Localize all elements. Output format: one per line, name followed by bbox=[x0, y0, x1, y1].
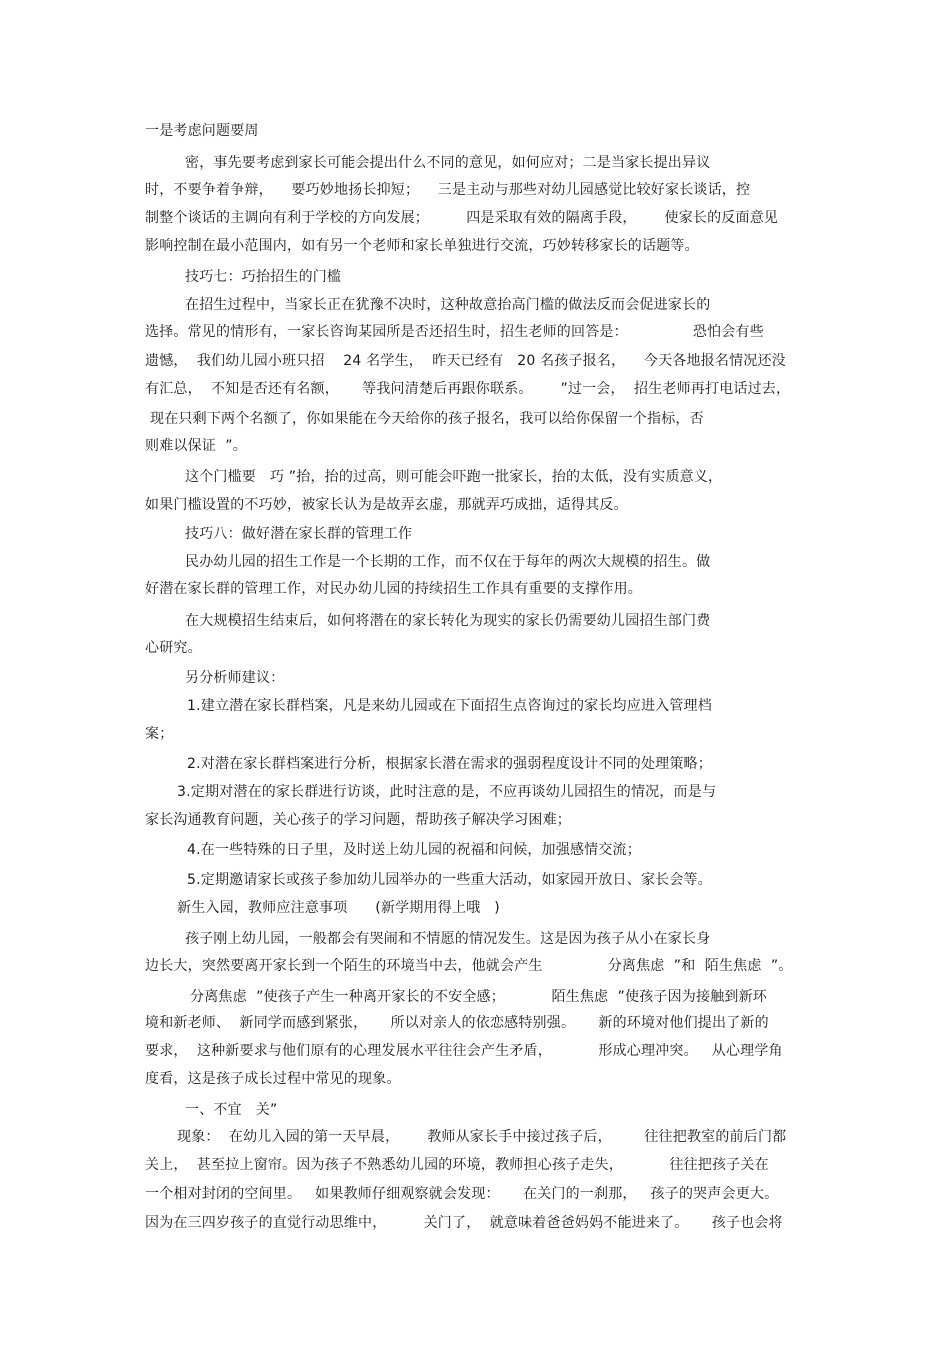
text-line: 孩子刚上幼儿园，一般都会有哭闹和不情愿的情况发生。这是因为孩子从小在家长身 bbox=[185, 931, 711, 947]
text-line: 制整个谈话的主调向有利于学校的方向发展； 四是采取有效的隔离手段， 使家长的反面意见 bbox=[145, 210, 779, 226]
text-line: 密，事先要考虑到家长可能会提出什么不同的意见，如何应对；二是当家长提出异议 bbox=[185, 155, 711, 171]
text-line: 这个门槛要 巧 ”抬，抬的过高，则可能会吓跑一批家长，抬的太低，没有实质意义， bbox=[185, 469, 723, 485]
section-heading: 技巧八：做好潜在家长群的管理工作 bbox=[185, 526, 413, 542]
text-line: 案； bbox=[145, 726, 174, 742]
section-heading: 新生入园，教师应注意事项 (新学期用得上哦 ) bbox=[177, 900, 500, 916]
text-line: 选择。常见的情形有，一家长咨询某园所是否还招生时，招生老师的回答是： 恐怕会有些 bbox=[145, 324, 764, 340]
text-line: 要求， 这种新要求与他们原有的心理发展水平往往会产生矛盾， 形成心理冲突。 从心理学角 bbox=[145, 1043, 783, 1059]
text-line: 一是考虑问题要周 bbox=[145, 123, 259, 139]
list-item: 3.定期对潜在的家长群进行访谈，此时注意的是，不应再谈幼儿园招生的情况，而是与 bbox=[177, 784, 717, 800]
list-item: 2.对潜在家长群档案进行分析，根据家长潜在需求的强弱程度设计不同的处理策略； bbox=[187, 756, 712, 772]
text-line: 关上， 甚至拉上窗帘。因为孩子不熟悉幼儿园的环境，教师担心孩子走失， 往往把孩子关在 bbox=[145, 1157, 769, 1173]
list-item: 1.建立潜在家长群档案，凡是来幼儿园或在下面招生点咨询过的家长均应进入管理档 bbox=[187, 698, 712, 714]
section-heading: 技巧七：巧抬招生的门槛 bbox=[185, 269, 342, 285]
text-line: 民办幼儿园的招生工作是一个长期的工作，而不仅在于每年的两次大规模的招生。做 bbox=[185, 554, 711, 570]
text-line: 家长沟通教育问题，关心孩子的学习问题，帮助孩子解决学习困难； bbox=[145, 812, 571, 828]
text-line: 另分析师建议： bbox=[185, 670, 285, 686]
text-line: 则难以保证 ”。 bbox=[145, 438, 247, 454]
text-line: 现象： 在幼儿入园的第一天早晨， 教师从家长手中接过孩子后， 往往把教室的前后门都 bbox=[177, 1129, 787, 1145]
text-line: 一个相对封闭的空间里。 如果教师仔细观察就会发现： 在关门的一刹那， 孩子的哭声会更大。 bbox=[145, 1186, 779, 1202]
text-line: 如果门槛设置的不巧妙，被家长认为是故弄玄虚，那就弄巧成拙，适得其反。 bbox=[145, 497, 628, 513]
text-line: 边长大，突然要离开家长到一个陌生的环境当中去，他就会产生 分离焦虑 ”和 陌生焦虑 ”。 bbox=[145, 958, 793, 974]
list-item: 4.在一些特殊的日子里，及时送上幼儿园的祝福和问候，加强感情交流； bbox=[187, 842, 641, 858]
text-line: 好潜在家长群的管理工作，对民办幼儿园的持续招生工作具有重要的支撑作用。 bbox=[145, 581, 642, 597]
text-line: 在大规模招生结束后，如何将潜在的家长转化为现实的家长仍需要幼儿园招生部门费 bbox=[185, 613, 711, 629]
text-line: 度看，这是孩子成长过程中常见的现象。 bbox=[145, 1071, 401, 1087]
text-line: 在招生过程中，当家长正在犹豫不决时，这种故意抬高门槛的做法反而会促进家长的 bbox=[185, 297, 711, 313]
text-line: 心研究。 bbox=[145, 640, 202, 656]
text-line: 因为在三四岁孩子的直觉行动思维中， 关门了， 就意味着爸爸妈妈不能进来了。 孩子也会将 bbox=[145, 1215, 783, 1231]
text-line: 分离焦虑 ”使孩子产生一种离开家长的不安全感； 陌生焦虑 ”使孩子因为接触到新环 bbox=[190, 989, 768, 1005]
text-line: 境和新老师、 新同学而感到紧张， 所以对亲人的依恋感特别强。 新的环境对他们提出了新的 bbox=[145, 1015, 769, 1031]
text-line: 影响控制在最小范围内，如有另一个老师和家长单独进行交流，巧妙转移家长的话题等。 bbox=[145, 238, 699, 254]
section-heading: 一、不宜 关” bbox=[185, 1102, 278, 1118]
text-line: 时，不要争着争辩， 要巧妙地扬长抑短； 三是主动与那些对幼儿园感觉比较好家长谈话，控 bbox=[145, 182, 751, 198]
list-item: 5.定期邀请家长或孩子参加幼儿园举办的一些重大活动，如家园开放日、家长会等。 bbox=[187, 872, 712, 888]
text-line: 有汇总， 不知是否还有名额， 等我问清楚后再跟你联系。 ”过一会， 招生老师再打电话过去， bbox=[145, 381, 791, 397]
text-line: 现在只剩下两个名额了，你如果能在今天给你的孩子报名，我可以给你保留一个指标，否 bbox=[150, 411, 704, 427]
text-line: 遗憾， 我们幼儿园小班只招 24 名学生， 昨天已经有 20 名孩子报名， 今天各地报名情况还没 bbox=[145, 353, 786, 369]
